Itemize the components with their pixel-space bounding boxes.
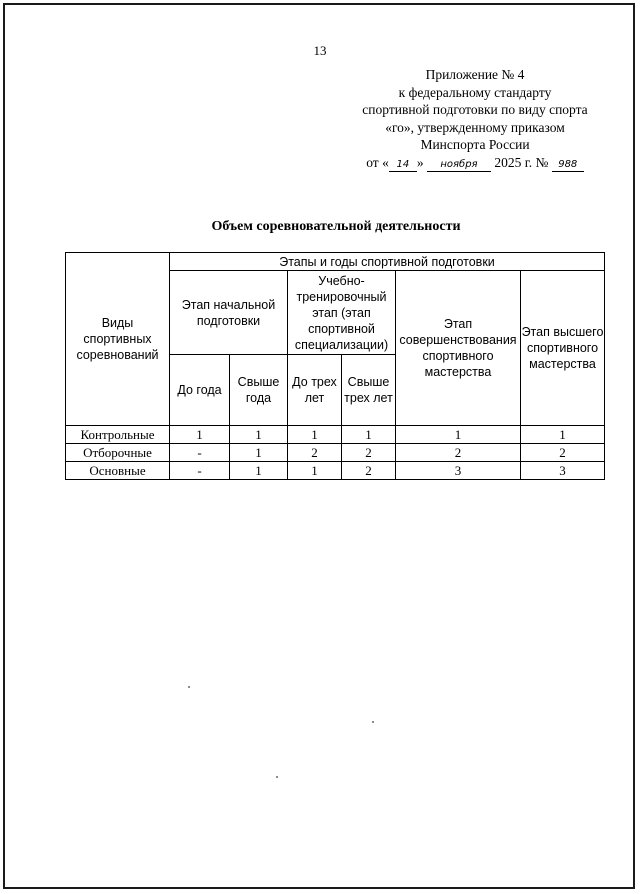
table-cell: 2 bbox=[342, 444, 396, 462]
annex-block bbox=[330, 66, 620, 172]
sub-training-1: До трех лет bbox=[288, 355, 342, 426]
group-header-cell: Этапы и годы спортивной подготовки bbox=[170, 253, 605, 271]
table-cell: 2 bbox=[396, 444, 521, 462]
competition-table bbox=[65, 252, 605, 480]
row-label: Контрольные bbox=[66, 426, 170, 444]
table-row bbox=[66, 462, 605, 480]
date-day: 14 bbox=[389, 159, 417, 172]
table-cell: 1 bbox=[230, 462, 288, 480]
table-cell: 1 bbox=[342, 426, 396, 444]
scan-speck bbox=[372, 721, 374, 723]
table-row bbox=[66, 426, 605, 444]
stage-improvement-header: Этап совершенствования спортивного мастерства bbox=[396, 271, 521, 426]
date-month: ноября bbox=[427, 159, 491, 172]
row-label: Основные bbox=[66, 462, 170, 480]
table-cell: 1 bbox=[288, 426, 342, 444]
date-year: 2025 г. № bbox=[494, 154, 549, 170]
table-cell: 1 bbox=[170, 426, 230, 444]
annex-line-1: Приложение № 4 bbox=[425, 67, 525, 82]
annex-date-line bbox=[330, 154, 620, 172]
stage-initial-header: Этап начальной подготовки bbox=[170, 271, 288, 355]
table-cell: 3 bbox=[396, 462, 521, 480]
annex-line-2: к федеральному стандарту bbox=[398, 84, 552, 100]
annex-line-3: спортивной подготовки по виду спорта bbox=[362, 102, 588, 117]
sub-training-2: Свыше трех лет bbox=[342, 355, 396, 426]
scan-speck bbox=[188, 686, 190, 688]
table-row bbox=[66, 444, 605, 462]
page-number: 13 bbox=[313, 43, 327, 58]
document-title: Объем соревновательной деятельности bbox=[211, 219, 461, 234]
table-cell: 2 bbox=[288, 444, 342, 462]
scan-speck bbox=[276, 776, 278, 778]
table-cell: 2 bbox=[342, 462, 396, 480]
table-cell: - bbox=[170, 444, 230, 462]
date-prefix: от « bbox=[366, 154, 389, 170]
table-cell: 3 bbox=[521, 462, 605, 480]
stage-higher-header: Этап высшего спортивного мастерства bbox=[521, 271, 605, 426]
table-cell: 2 bbox=[521, 444, 605, 462]
table-cell: - bbox=[170, 462, 230, 480]
sub-initial-2: Свыше года bbox=[230, 355, 288, 426]
annex-line-5: Минспорта России bbox=[420, 137, 530, 152]
sub-initial-1: До года bbox=[170, 355, 230, 426]
table-cell: 1 bbox=[230, 444, 288, 462]
order-number: 988 bbox=[552, 159, 584, 172]
annex-line-4: «го», утвержденному приказом bbox=[385, 119, 565, 135]
stage-training-header: Учебно-тренировочный этап (этап спортивной специализации) bbox=[288, 271, 396, 355]
row-header-cell: Виды спортивных соревнований bbox=[66, 253, 170, 426]
table-cell: 1 bbox=[521, 426, 605, 444]
table-cell: 1 bbox=[288, 462, 342, 480]
date-mid: » bbox=[416, 154, 424, 170]
table-cell: 1 bbox=[396, 426, 521, 444]
table-cell: 1 bbox=[230, 426, 288, 444]
row-label: Отборочные bbox=[66, 444, 170, 462]
